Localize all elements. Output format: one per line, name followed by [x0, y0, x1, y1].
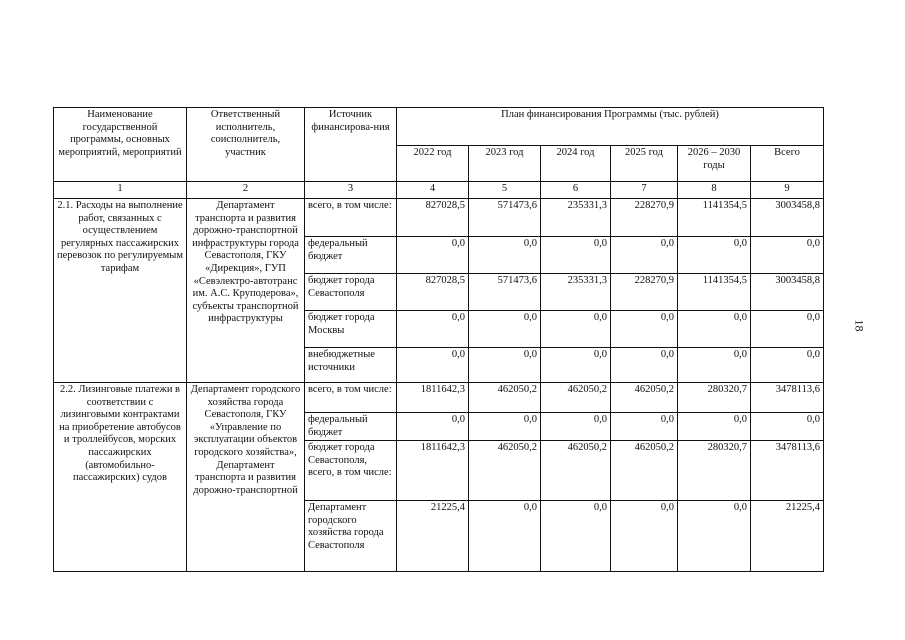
value-cell: 0,0	[541, 311, 611, 348]
col-number: 6	[541, 182, 611, 199]
col-number: 2	[187, 182, 305, 199]
page-number: 18	[852, 319, 867, 332]
value-cell: 1141354,5	[678, 274, 751, 311]
value-cell: 0,0	[469, 237, 541, 274]
header-year-2022: 2022 год	[397, 146, 469, 182]
table-row	[54, 383, 824, 413]
value-cell: 1811642,3	[397, 383, 469, 413]
value-cell: 0,0	[678, 501, 751, 572]
col-number: 3	[305, 182, 397, 199]
source-cell: Департамент городского хозяйства города Севастополя	[305, 501, 397, 572]
header-program-name: Наименование государственной программы, основных мероприятий, мероприятий	[54, 108, 187, 182]
value-cell: 0,0	[751, 413, 824, 441]
value-cell: 0,0	[751, 348, 824, 383]
financing-table	[53, 107, 824, 572]
value-cell: 0,0	[397, 413, 469, 441]
header-total: Всего	[751, 146, 824, 182]
value-cell: 3003458,8	[751, 199, 824, 237]
source-cell: внебюджетные источники	[305, 348, 397, 383]
value-cell: 462050,2	[469, 441, 541, 501]
value-cell: 235331,3	[541, 274, 611, 311]
value-cell: 0,0	[541, 237, 611, 274]
value-cell: 462050,2	[611, 441, 678, 501]
value-cell: 462050,2	[541, 383, 611, 413]
value-cell: 3003458,8	[751, 274, 824, 311]
source-cell: всего, в том числе:	[305, 383, 397, 413]
value-cell: 235331,3	[541, 199, 611, 237]
col-number: 4	[397, 182, 469, 199]
column-numbers-row	[54, 182, 824, 199]
col-number: 5	[469, 182, 541, 199]
value-cell: 1811642,3	[397, 441, 469, 501]
value-cell: 827028,5	[397, 199, 469, 237]
header-row	[54, 108, 824, 146]
section-2-1-name: 2.1. Расходы на выполнение работ, связанных с осуществлением регулярных пассажирских перевозок по регулируемым тарифам	[54, 199, 187, 383]
col-number: 7	[611, 182, 678, 199]
value-cell: 0,0	[541, 501, 611, 572]
source-cell: федеральный бюджет	[305, 237, 397, 274]
source-cell: бюджет города Севастополя, всего, в том числе:	[305, 441, 397, 501]
value-cell: 0,0	[469, 413, 541, 441]
value-cell: 0,0	[611, 311, 678, 348]
value-cell: 0,0	[611, 413, 678, 441]
value-cell: 571473,6	[469, 199, 541, 237]
value-cell: 462050,2	[611, 383, 678, 413]
header-source: Источник финансирова-ния	[305, 108, 397, 182]
value-cell: 21225,4	[397, 501, 469, 572]
header-executor: Ответственный исполнитель, соисполнитель, участник	[187, 108, 305, 182]
value-cell: 280320,7	[678, 441, 751, 501]
value-cell: 1141354,5	[678, 199, 751, 237]
value-cell: 21225,4	[751, 501, 824, 572]
table-row	[54, 199, 824, 237]
source-cell: всего, в том числе:	[305, 199, 397, 237]
value-cell: 3478113,6	[751, 383, 824, 413]
value-cell: 0,0	[541, 348, 611, 383]
value-cell: 0,0	[751, 237, 824, 274]
value-cell: 228270,9	[611, 199, 678, 237]
value-cell: 462050,2	[469, 383, 541, 413]
col-number: 9	[751, 182, 824, 199]
value-cell: 0,0	[678, 237, 751, 274]
source-cell: бюджет города Москвы	[305, 311, 397, 348]
value-cell: 462050,2	[541, 441, 611, 501]
value-cell: 571473,6	[469, 274, 541, 311]
value-cell: 280320,7	[678, 383, 751, 413]
header-year-2024: 2024 год	[541, 146, 611, 182]
value-cell: 0,0	[541, 413, 611, 441]
value-cell: 0,0	[469, 311, 541, 348]
col-number: 8	[678, 182, 751, 199]
value-cell: 0,0	[469, 348, 541, 383]
value-cell: 3478113,6	[751, 441, 824, 501]
value-cell: 228270,9	[611, 274, 678, 311]
header-year-2023: 2023 год	[469, 146, 541, 182]
value-cell: 0,0	[397, 237, 469, 274]
source-cell: федеральный бюджет	[305, 413, 397, 441]
value-cell: 0,0	[611, 501, 678, 572]
source-cell: бюджет города Севастополя	[305, 274, 397, 311]
value-cell: 0,0	[469, 501, 541, 572]
header-year-2026-2030: 2026 – 2030 годы	[678, 146, 751, 182]
header-year-2025: 2025 год	[611, 146, 678, 182]
value-cell: 0,0	[678, 348, 751, 383]
section-2-2-name: 2.2. Лизинговые платежи в соответствии с лизинговыми контрактами на приобретение автобусов и троллейбусов, морских пассажирских (автомобильно-пассажирских) судов	[54, 383, 187, 572]
section-2-2-executor: Департамент городского хозяйства города Севастополя, ГКУ «Управление по эксплуатации объектов городского хозяйства», Департамент транспорта и развития дорожно-транспортной	[187, 383, 305, 572]
value-cell: 0,0	[397, 348, 469, 383]
value-cell: 0,0	[678, 311, 751, 348]
header-financing-plan: План финансирования Программы (тыс. рублей)	[397, 108, 824, 146]
section-2-1-executor: Департамент транспорта и развития дорожно-транспортной инфраструктуры города Севастополя, ГКУ «Дирекция», ГУП «Севэлектро-автотранс им. А.С. Круподерова», субъекты транспортной инфраструктуры	[187, 199, 305, 383]
value-cell: 0,0	[751, 311, 824, 348]
value-cell: 0,0	[678, 413, 751, 441]
value-cell: 0,0	[611, 348, 678, 383]
value-cell: 0,0	[397, 311, 469, 348]
col-number: 1	[54, 182, 187, 199]
value-cell: 827028,5	[397, 274, 469, 311]
value-cell: 0,0	[611, 237, 678, 274]
